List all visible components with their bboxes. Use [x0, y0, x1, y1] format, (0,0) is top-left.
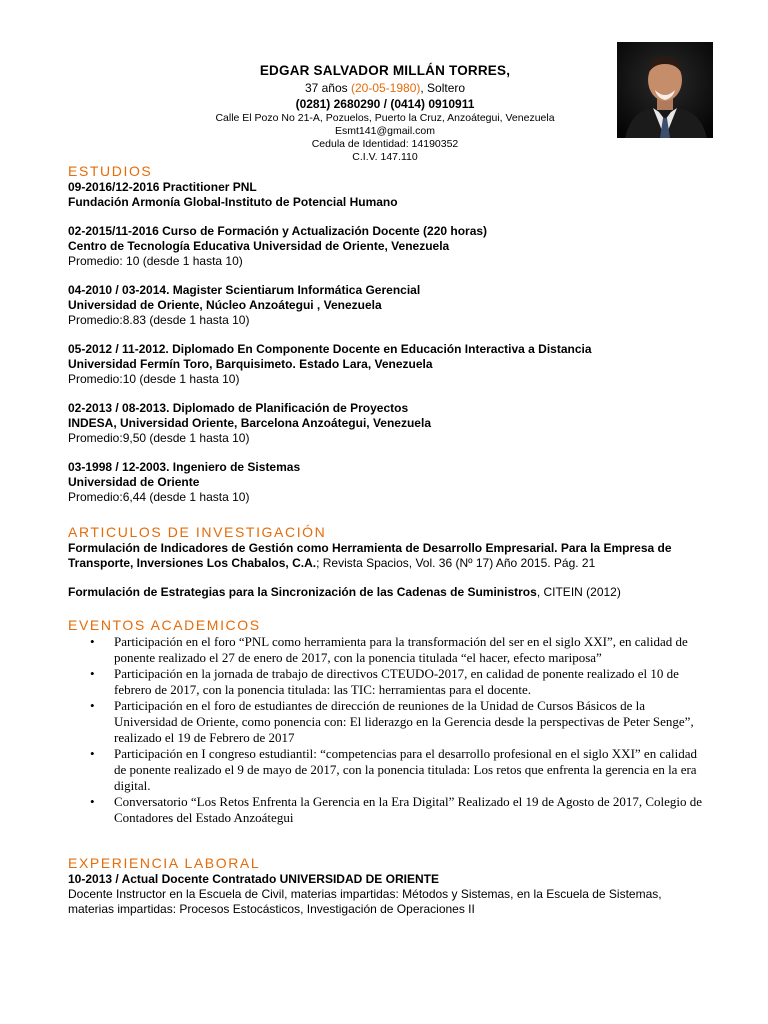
study-entry	[68, 460, 708, 505]
study-title: 02-2015/11-2016 Curso de Formación y Actualización Docente (220 horas)	[68, 224, 488, 238]
section-title-experiencia: EXPERIENCIA LABORAL	[68, 855, 261, 871]
section-title-articulos: ARTICULOS DE INVESTIGACIÓN	[68, 524, 327, 540]
study-entry	[68, 401, 708, 446]
list-item	[68, 666, 708, 698]
article-entry	[68, 541, 708, 571]
event-text: Participación en el foro “PNL como herramienta para la transformación del ser en el siglo XXI”, en calidad de ponente realizado el 27 de enero de 2017, con la ponencia titulada “el hacer, efecto mariposa”	[114, 634, 688, 665]
email: Esmt141@gmail.com	[335, 125, 435, 137]
section-articulos	[68, 524, 708, 600]
id-number: Cedula de Identidad: 14190352	[311, 138, 459, 150]
section-experiencia	[68, 855, 708, 917]
event-text: Conversatorio “Los Retos Enfrenta la Gerencia en la Era Digital” Realizado el 19 de Agosto de 2017, Colegio de Contadores del Estado Anzoátegui	[114, 794, 703, 825]
list-item	[68, 634, 708, 666]
study-institution: Centro de Tecnología Educativa Universidad de Oriente, Venezuela	[68, 239, 450, 253]
list-item	[68, 746, 708, 794]
study-entry	[68, 283, 708, 328]
job-entry	[68, 872, 708, 917]
bullet-icon: •	[90, 794, 95, 809]
study-institution: Universidad Fermín Toro, Barquisimeto. Estado Lara, Venezuela	[68, 357, 433, 371]
article-title: Formulación de Indicadores de Gestión como Herramienta de Desarrollo Empresarial. Para la Empresa de Transporte, Inversiones Los Chabalos, C.A.	[68, 541, 672, 570]
job-description: Docente Instructor en la Escuela de Civil, materias impartidas: Métodos y Sistemas, en la Escuela de Sistemas, materias impartidas: Procesos Estocásticos, Investigación de Operaciones II	[68, 887, 662, 916]
article-reference: , CITEIN (2012)	[536, 585, 621, 599]
phone-numbers: (0281) 2680290 / (0414) 0910911	[295, 97, 475, 111]
study-entry	[68, 342, 708, 387]
article-reference: ; Revista Spacios, Vol. 36 (Nº 17) Año 2015. Pág. 21	[316, 556, 596, 570]
cv-header	[150, 62, 620, 164]
civil-status: , Soltero	[420, 81, 466, 95]
study-institution: Universidad de Oriente	[68, 475, 200, 489]
study-entry	[68, 180, 708, 210]
address: Calle El Pozo No 21-A, Pozuelos, Puerto la Cruz, Anzoátegui, Venezuela	[215, 112, 555, 124]
study-grade: Promedio:8.83 (desde 1 hasta 10)	[68, 313, 250, 327]
study-title: 05-2012 / 11-2012. Diplomado En Componente Docente en Educación Interactiva a Distancia	[68, 342, 592, 356]
bullet-icon: •	[90, 746, 95, 761]
study-title: 02-2013 / 08-2013. Diplomado de Planificación de Proyectos	[68, 401, 409, 415]
study-grade: Promedio: 10 (desde 1 hasta 10)	[68, 254, 243, 268]
age-status-line	[150, 80, 620, 96]
section-title-eventos: EVENTOS ACADEMICOS	[68, 617, 261, 633]
civ-number: C.I.V. 147.110	[352, 151, 418, 163]
article-entry	[68, 585, 708, 600]
study-title: 09-2016/12-2016 Practitioner PNL	[68, 180, 257, 194]
event-text: Participación en I congreso estudiantil: “competencias para el desarrollo profesional en el siglo XXI” en calidad de ponente realizado el 9 de mayo de 2017, con la ponencia titulada: Los retos que enfrenta la gerencia en la era digital.	[114, 746, 697, 793]
study-institution: Fundación Armonía Global-Instituto de Potencial Humano	[68, 195, 398, 209]
study-institution: INDESA, Universidad Oriente, Barcelona Anzoátegui, Venezuela	[68, 416, 431, 430]
list-item	[68, 698, 708, 746]
study-grade: Promedio:10 (desde 1 hasta 10)	[68, 372, 240, 386]
study-grade: Promedio:6,44 (desde 1 hasta 10)	[68, 490, 250, 504]
article-title: Formulación de Estrategias para la Sincronización de las Cadenas de Suministros	[68, 585, 537, 599]
bullet-icon: •	[90, 634, 95, 649]
study-entry	[68, 224, 708, 269]
age: 37 años	[304, 81, 351, 95]
bullet-icon: •	[90, 666, 95, 681]
profile-photo	[617, 42, 713, 138]
event-text: Participación en el foro de estudiantes de dirección de reuniones de la Unidad de Cursos Básicos de la Universidad de Oriente, como ponencia con: El liderazgo en la Gerencia desde la perspectivas de Peter Senge”, realizado el 19 de Febrero de 2017	[114, 698, 694, 745]
study-institution: Universidad de Oriente, Núcleo Anzoátegui , Venezuela	[68, 298, 382, 312]
event-text: Participación en la jornada de trabajo de directivos CTEUDO-2017, en calidad de ponente realizado el 10 de febrero de 2017, con la ponencia titulada: las TIC: herramientas para el docente.	[114, 666, 679, 697]
job-title: 10-2013 / Actual Docente Contratado UNIVERSIDAD DE ORIENTE	[68, 872, 439, 886]
section-title-estudios: ESTUDIOS	[68, 163, 153, 179]
section-estudios	[68, 163, 708, 505]
full-name: EDGAR SALVADOR MILLÁN TORRES,	[259, 63, 511, 78]
birth-date: (20-05-1980)	[350, 81, 421, 95]
list-item	[68, 794, 708, 826]
study-title: 04-2010 / 03-2014. Magister Scientiarum Informática Gerencial	[68, 283, 421, 297]
study-grade: Promedio:9,50 (desde 1 hasta 10)	[68, 431, 250, 445]
study-title: 03-1998 / 12-2003. Ingeniero de Sistemas	[68, 460, 301, 474]
events-list	[68, 634, 708, 826]
section-eventos	[68, 617, 708, 826]
bullet-icon: •	[90, 698, 95, 713]
